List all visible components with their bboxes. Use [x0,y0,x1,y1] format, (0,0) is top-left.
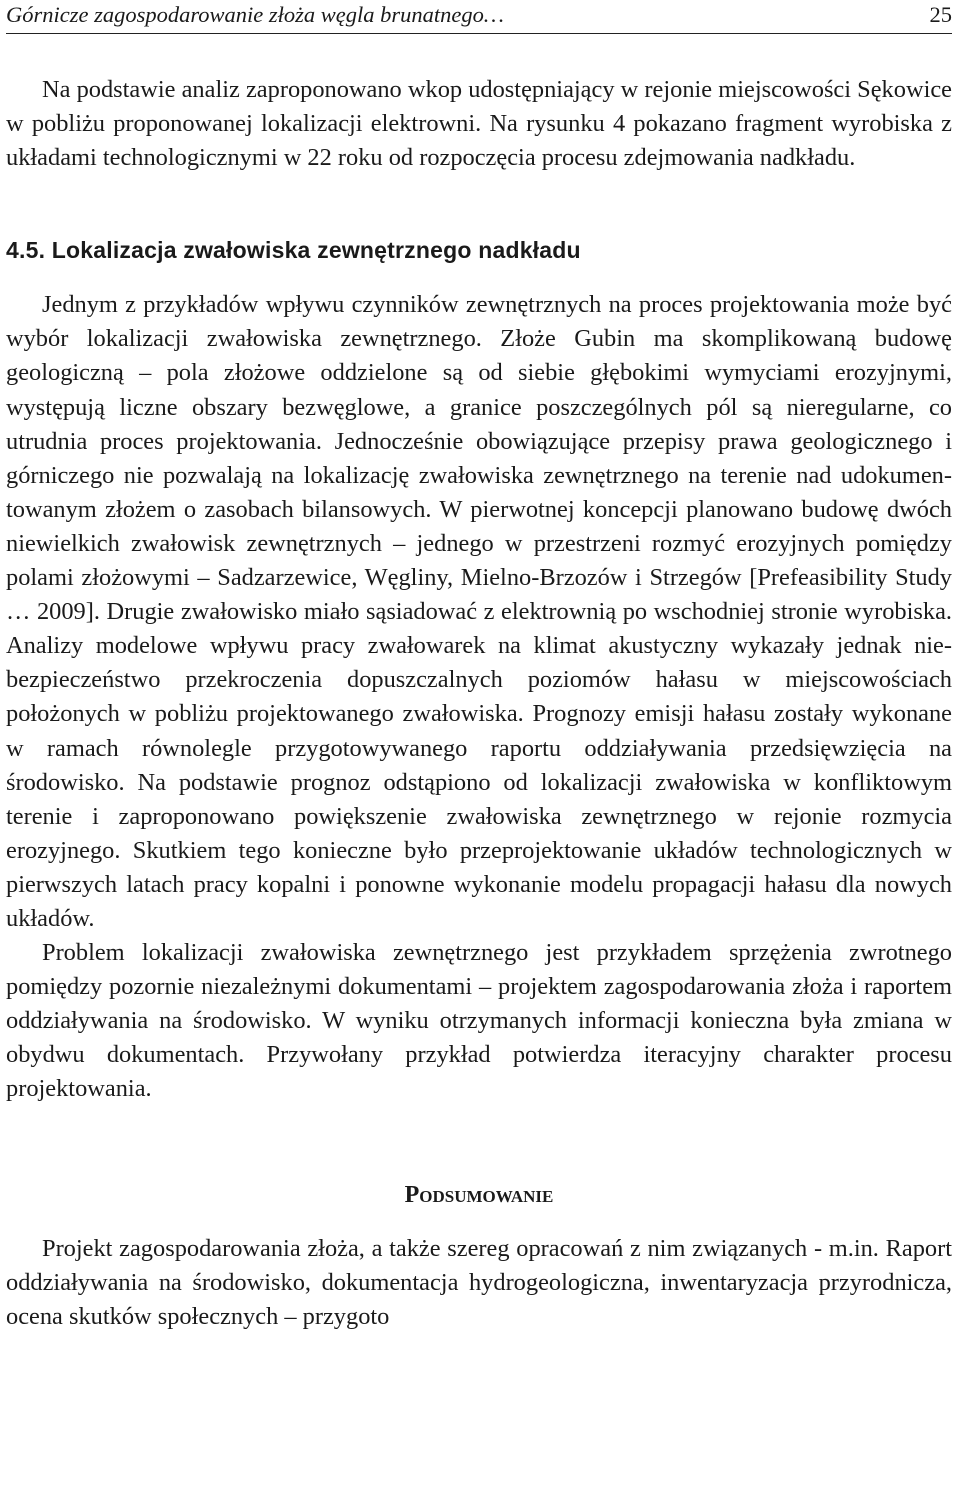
paragraph-3: Problem lokalizacji zwałowiska zewnętrznego jest przykładem sprzężenia zwrotnego pomiędzy pozornie niezależnymi dokumentami – projektem zagospodarowania złoża i raportem oddziaływania na środowisko. W wyniku otrzymanych informacji konieczna była zmiana w obydwu dokumentach. Przywołany przykład potwierdza iteracyjny charakter procesu projektowania. [6,939,952,1103]
page [6,0,952,1334]
running-title: Górnicze zagospodarowanie złoża węgla brunatnego… [6,2,504,27]
running-header [6,0,952,34]
section-heading: 4.5. Lokalizacja zwałowiska zewnętrznego nadkładu [6,237,581,264]
paragraph-1: Na podstawie analiz zaproponowano wkop udostępniający w rejonie miejscowości Sękowice w pobliżu proponowanej lokalizacji elektrowni. Na rysunku 4 pokazano fragment wyrobiska z układami technologicznymi w 22 roku od rozpoczęcia procesu zdejmowania nadkładu. [6,76,952,172]
page-number: 25 [929,2,952,27]
paragraph-2: Jednym z przykładów wpływu czynników zewnętrznych na proces projektowania może być wybór lokalizacji zwałowiska zewnętrznego. Złoże Gubin ma skomplikowaną budowę geologiczną – pola złożowe oddzielone są od siebie głębokimi wymyciami erozyjnymi, występują liczne obszary bezwęglowe, a granice poszczególnych pól są nieregularne, co utrudnia proces projektowania. Jednocześnie obowiązujące przepisy prawa geologicznego i górniczego nie pozwalają na lokalizację zwałowiska zewnętrznego na terenie nad udokumentowanym złożem o zasobach bilansowych. W pierwotnej koncepcji planowano budowę dwóch niewielkich zwałowisk zewnętrznych – jednego w przestrzeni rozmyć erozyjnych pomiędzy polami złożowymi – Sadzarzewice, Węgliny, Mielno-Brzozów i Strzegów [Prefeasibility Study … 2009]. Drugie zwałowisko miało sąsiadować z elektrownią po wschodniej stronie wyrobiska. Analizy modelowe wpływu pracy zwałowarek na klimat akustyczny wykazały jednak niebezpieczeństwo przekroczenia dopuszczalnych poziomów hałasu w miejscowościach położonych w pobliżu projektowanego zwałowiska. Prognozy emisji hałasu zostały wykonane w ramach równolegle przygotowywanego raportu oddziaływania przedsięwzięcia na środowisko. Na podstawie prognoz odstąpiono od lokalizacji zwałowiska w konfliktowym terenie i zaproponowano powiększenie zwałowiska zewnętrznego w rejonie rozmycia erozyjnego. Skutkiem tego konieczne było przeprojektowanie układów technologicznych w pierwszych latach pracy kopalni i ponowne wykonanie modelu propagacji hałasu dla nowych układów. [6,291,952,932]
summary-heading: Podsumowanie [404,1181,554,1208]
paragraph-4: Projekt zagospodarowania złoża, a także szereg opracowań z nim związanych - m.in. Raport oddziaływania na środowisko, dokumentacja hydrogeologiczna, inwentaryzacja przyrodnicza, ocena skutków społecznych – przygoto [6,1234,952,1330]
